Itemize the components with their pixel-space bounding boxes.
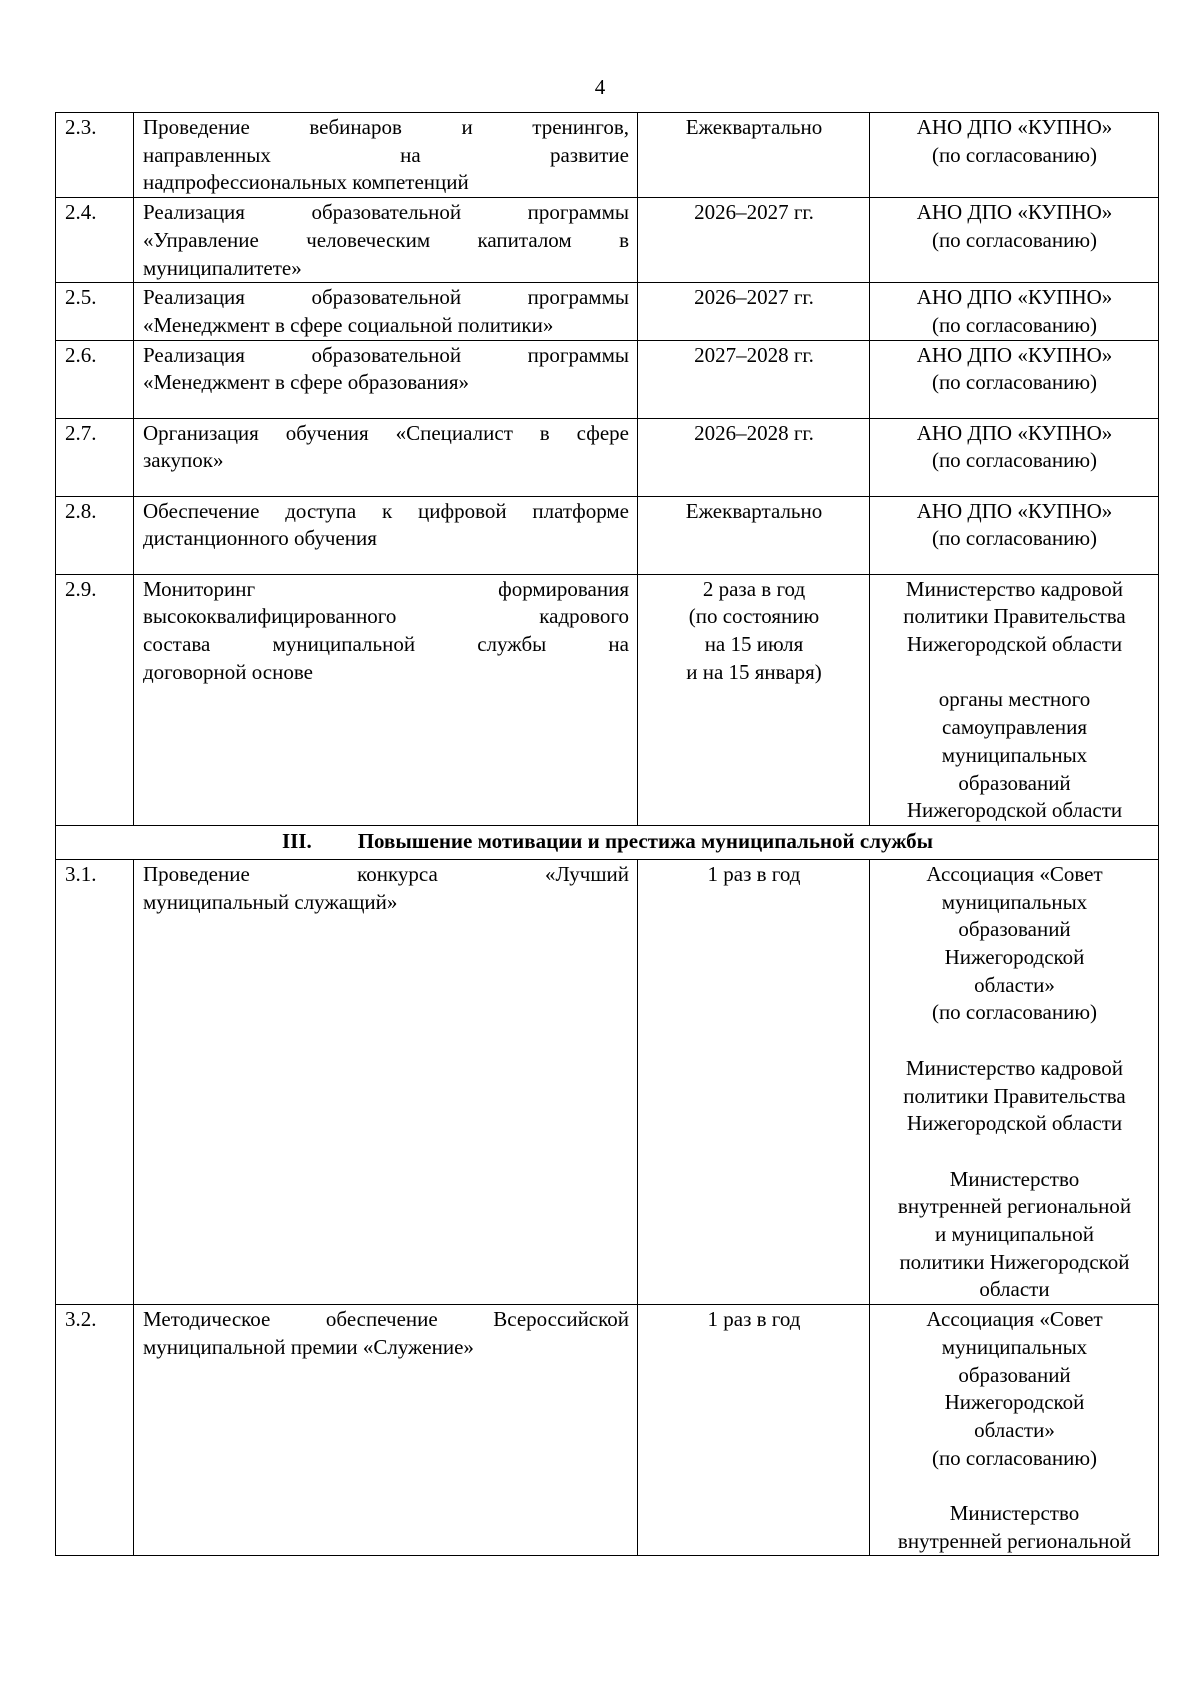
item-description-line: дистанционного обучения — [143, 526, 377, 551]
item-description-line: Организация обучения «Специалист в сфере — [143, 420, 629, 445]
item-responsible-line: муниципальных — [941, 889, 1088, 914]
item-description-line: надпрофессиональных компетенций — [143, 170, 469, 195]
item-responsible-line: муниципальных — [941, 1334, 1088, 1359]
item-responsible-line: АНО ДПО «КУПНО» — [916, 342, 1113, 367]
item-term-line: 1 раз в год — [707, 1307, 801, 1332]
item-responsible-line: (по согласованию) — [931, 312, 1098, 337]
item-number: 2.8. — [56, 496, 134, 574]
item-number: 2.3. — [56, 113, 134, 198]
item-term-line: 1 раз в год — [707, 861, 801, 886]
item-description-line: направленных на развитие — [143, 142, 629, 167]
item-description-line: муниципальный служащий» — [143, 889, 398, 914]
item-responsible — [870, 496, 1159, 574]
item-responsible-line: области» — [974, 1417, 1055, 1442]
item-description-line: муниципалитете» — [143, 255, 302, 280]
item-responsible — [870, 198, 1159, 283]
item-responsible — [870, 859, 1159, 1304]
table-row — [56, 283, 1159, 340]
item-term-line: Ежеквартально — [685, 115, 823, 139]
item-responsible-line: (по согласованию) — [931, 227, 1098, 252]
item-responsible-line: (по согласованию) — [931, 448, 1098, 473]
item-description-line: «Менеджмент в сфере образования» — [143, 370, 469, 395]
item-responsible — [870, 113, 1159, 198]
item-term — [638, 418, 870, 496]
item-term-line: 2026–2028 гг. — [694, 420, 814, 445]
item-description-line: Методическое обеспечение Всероссийской — [143, 1307, 629, 1332]
item-number: 2.9. — [56, 574, 134, 825]
item-responsible-line: (по согласованию) — [931, 142, 1098, 167]
item-responsible-line: Нижегородской области — [906, 798, 1123, 823]
item-responsible-line: Ассоциация «Совет — [926, 1307, 1103, 1332]
item-description-line: Реализация образовательной программы — [143, 342, 629, 367]
table-row — [56, 574, 1159, 825]
section-number: III. — [281, 828, 312, 853]
item-description — [134, 859, 638, 1304]
table-row — [56, 113, 1159, 198]
plan-table — [55, 112, 1159, 1556]
item-term-line: 2 раза в год — [702, 576, 806, 601]
item-term — [638, 574, 870, 825]
item-responsible-line: политики Нижегородской — [899, 1249, 1130, 1274]
item-description — [134, 113, 638, 198]
table-row — [56, 418, 1159, 496]
item-responsible-line: (по согласованию) — [931, 526, 1098, 551]
item-description — [134, 198, 638, 283]
item-responsible-line: Министерство кадровой — [905, 1055, 1124, 1080]
item-term — [638, 283, 870, 340]
item-responsible-line: (по согласованию) — [931, 1000, 1098, 1025]
item-term-line: 2026–2027 гг. — [694, 200, 814, 225]
item-term — [638, 113, 870, 198]
item-responsible-line: области — [979, 1277, 1050, 1302]
item-responsible-line: Ассоциация «Совет — [926, 861, 1103, 886]
section-title: Повышение мотивации и престижа муниципальной службы — [357, 828, 934, 853]
item-responsible-line: политики Правительства — [903, 604, 1126, 629]
item-responsible-line: АНО ДПО «КУПНО» — [916, 285, 1113, 310]
item-responsible — [870, 1305, 1159, 1556]
item-responsible-line: муниципальных — [941, 742, 1088, 767]
table-row — [56, 1305, 1159, 1556]
item-description-line: Обеспечение доступа к цифровой платформе — [143, 498, 629, 523]
item-responsible-line: политики Правительства — [903, 1083, 1126, 1108]
item-responsible — [870, 574, 1159, 825]
blank-line — [879, 1472, 1150, 1500]
item-description-line: «Управление человеческим капиталом в — [143, 227, 629, 252]
item-responsible-line: Нижегородской — [944, 1390, 1085, 1415]
item-term-line: (по состоянию — [688, 604, 820, 629]
table-row — [56, 859, 1159, 1304]
page-number: 4 — [594, 75, 606, 99]
item-description-line: Проведение конкурса «Лучший — [143, 861, 629, 886]
item-description-line: «Менеджмент в сфере социальной политики» — [143, 312, 554, 337]
item-term-line: 2027–2028 гг. — [694, 342, 814, 367]
item-responsible-line: АНО ДПО «КУПНО» — [916, 498, 1113, 523]
item-description — [134, 418, 638, 496]
item-number: 3.1. — [56, 859, 134, 1304]
item-description — [134, 340, 638, 418]
item-number: 2.4. — [56, 198, 134, 283]
table-row — [56, 198, 1159, 283]
item-responsible-line: АНО ДПО «КУПНО» — [916, 115, 1113, 139]
item-number: 2.6. — [56, 340, 134, 418]
item-term-line: и на 15 января) — [686, 659, 822, 684]
item-term — [638, 496, 870, 574]
item-responsible-line: органы местного — [938, 687, 1091, 712]
item-description — [134, 496, 638, 574]
item-responsible — [870, 418, 1159, 496]
item-description — [134, 283, 638, 340]
item-responsible-line: Нижегородской области — [906, 632, 1123, 657]
item-description-line: муниципальной премии «Служение» — [143, 1334, 474, 1359]
item-responsible-line: (по согласованию) — [931, 370, 1098, 395]
item-description — [134, 574, 638, 825]
item-term — [638, 1305, 870, 1556]
item-responsible-line: Министерство — [949, 1501, 1080, 1526]
item-responsible-line: области» — [974, 972, 1055, 997]
item-term — [638, 859, 870, 1304]
item-description-line: Реализация образовательной программы — [143, 285, 629, 310]
item-responsible — [870, 340, 1159, 418]
item-description-line: закупок» — [143, 448, 224, 473]
item-description-line: высококвалифицированного кадрового — [143, 604, 629, 629]
table-row — [56, 496, 1159, 574]
item-description-line: состава муниципальной службы на — [143, 632, 629, 657]
blank-line — [879, 1027, 1150, 1055]
table-row — [56, 340, 1159, 418]
item-responsible-line: внутренней региональной — [897, 1194, 1132, 1219]
item-term-line: на 15 июля — [704, 632, 804, 657]
item-description-line: Мониторинг формирования — [143, 576, 629, 601]
item-term — [638, 198, 870, 283]
section-header — [56, 825, 1159, 859]
item-responsible-line: образований — [958, 917, 1071, 942]
item-number: 3.2. — [56, 1305, 134, 1556]
item-description-line: Реализация образовательной программы — [143, 200, 629, 225]
item-responsible-line: АНО ДПО «КУПНО» — [916, 420, 1113, 445]
item-responsible-line: Министерство — [949, 1166, 1080, 1191]
item-term — [638, 340, 870, 418]
item-responsible-line: самоуправления — [941, 715, 1088, 740]
item-responsible-line: и муниципальной — [934, 1222, 1094, 1247]
item-responsible-line: образований — [958, 1362, 1071, 1387]
item-responsible-line: АНО ДПО «КУПНО» — [916, 200, 1113, 225]
item-term-line: 2026–2027 гг. — [694, 285, 814, 310]
item-description-line: договорной основе — [143, 659, 313, 684]
section-header-row — [56, 825, 1159, 859]
item-number: 2.7. — [56, 418, 134, 496]
item-description-line: Проведение вебинаров и тренингов, — [143, 115, 629, 139]
item-responsible-line: Нижегородской — [944, 945, 1085, 970]
item-responsible-line: (по согласованию) — [931, 1445, 1098, 1470]
item-responsible-line: образований — [958, 770, 1071, 795]
blank-line — [879, 659, 1150, 687]
item-number: 2.5. — [56, 283, 134, 340]
item-responsible-line: Нижегородской области — [906, 1111, 1123, 1136]
item-term-line: Ежеквартально — [685, 498, 823, 523]
item-responsible — [870, 283, 1159, 340]
item-responsible-line: внутренней региональной — [897, 1528, 1132, 1553]
blank-line — [879, 1138, 1150, 1166]
item-description — [134, 1305, 638, 1556]
item-responsible-line: Министерство кадровой — [905, 576, 1124, 601]
